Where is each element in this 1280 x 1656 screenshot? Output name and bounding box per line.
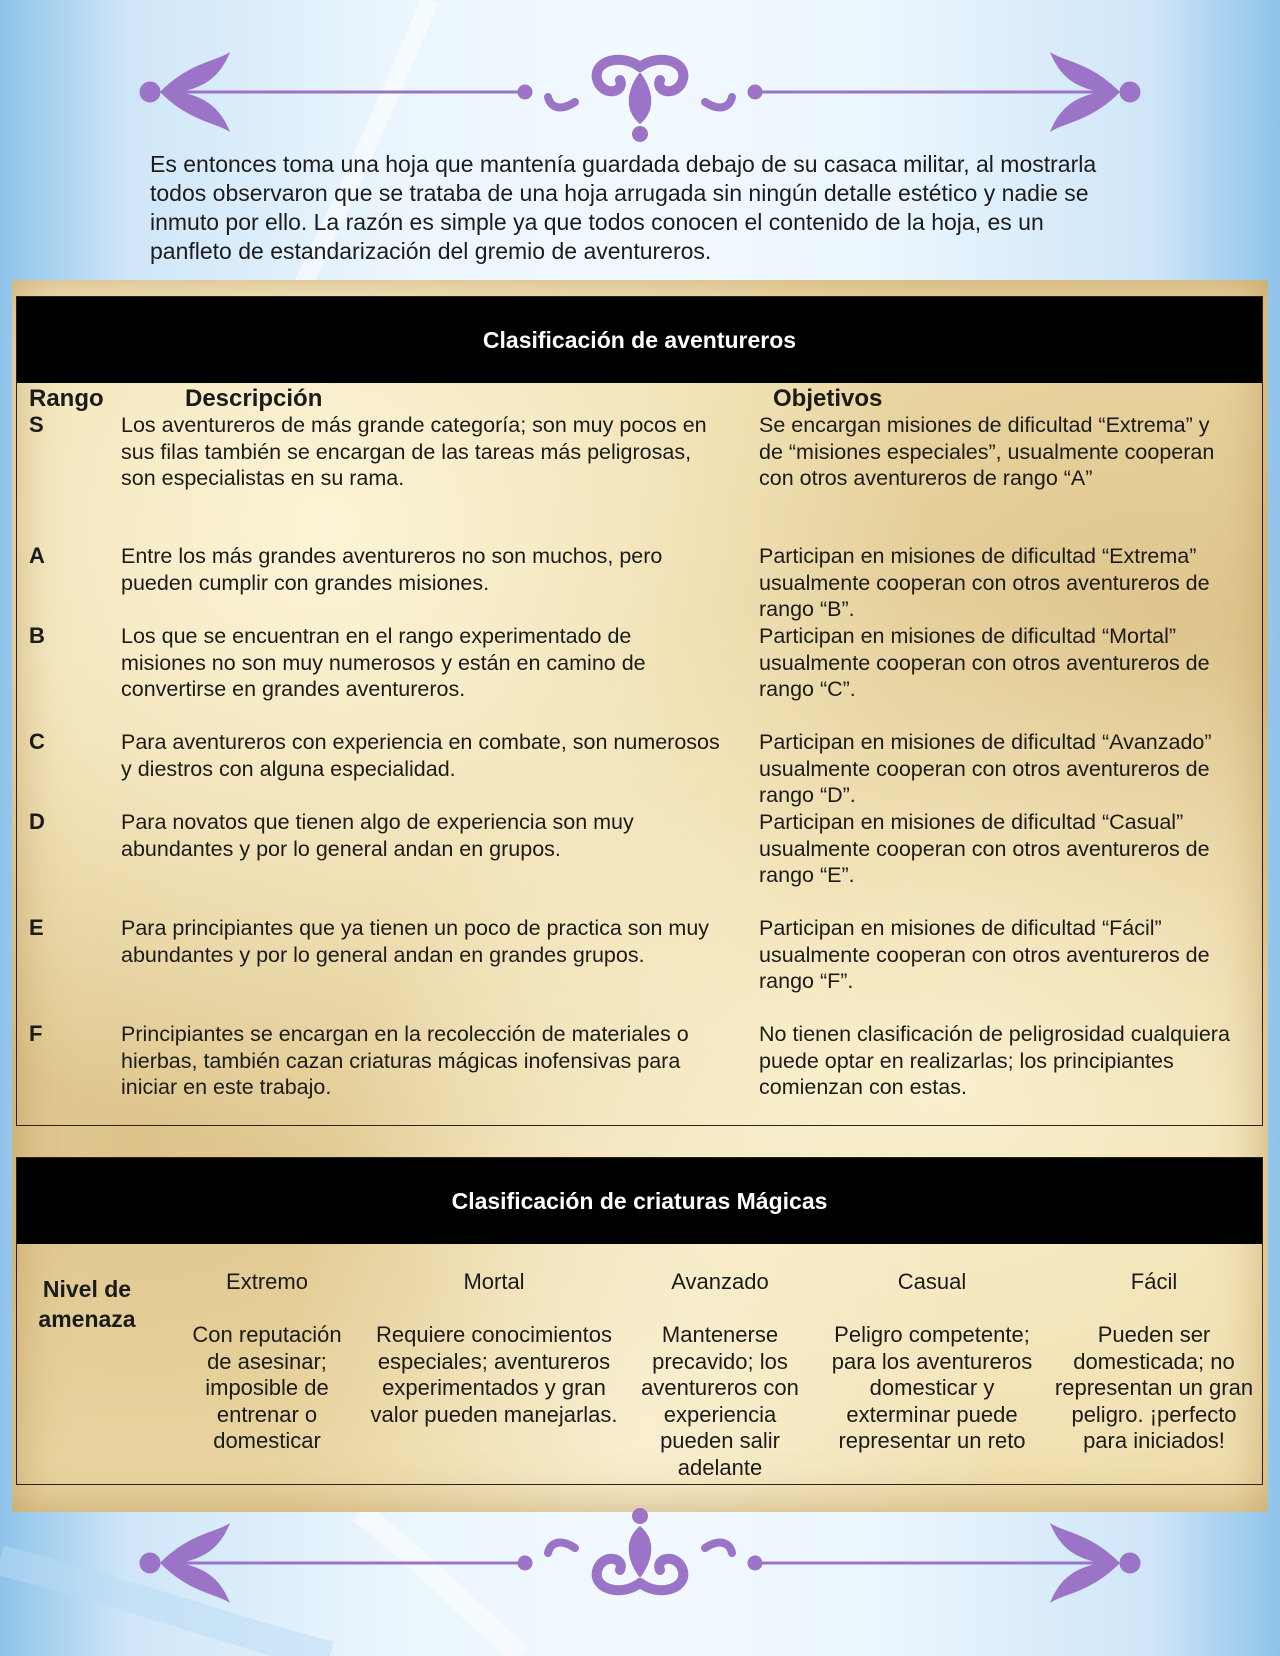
threat-level-name: Avanzado	[671, 1269, 769, 1294]
objectives-cell: Participan en misiones de dificultad “Mortal” usualmente cooperan con otros aventureros de rango “C”.	[759, 624, 1210, 701]
threat-level-description: Requiere conocimientos especiales; aventureros experimentados y gran valor pueden manejarlas.	[370, 1322, 618, 1427]
objectives-cell: Participan en misiones de dificultad “Casual” usualmente cooperan con otros aventureros de rango “E”.	[759, 810, 1210, 887]
flourish-divider-icon	[120, 1508, 1160, 1608]
creatures-table	[16, 1157, 1263, 1485]
rank-header: Rango	[29, 385, 104, 412]
threat-level-description: Con reputación de asesinar; imposible de entrenar o domesticar	[192, 1322, 342, 1453]
rank-cell: C	[29, 729, 45, 754]
threat-level-description: Pueden ser domesticada; no representan un gran peligro. ¡perfecto para iniciados!	[1054, 1322, 1254, 1453]
rank-cell: S	[29, 412, 44, 437]
description-cell: Para principiantes que ya tienen un poco de practica son muy abundantes y por lo general andan en grandes grupos.	[121, 916, 710, 967]
objectives-cell: No tienen clasificación de peligrosidad cualquiera puede optar en realizarlas; los principiantes comienzan con estas.	[759, 1022, 1230, 1099]
threat-level-name: Fácil	[1130, 1269, 1178, 1294]
adventurers-table-title: Clasificación de aventureros	[17, 297, 1262, 383]
threat-level-description: Peligro competente; para los aventureros domesticar y exterminar puede representar un reto	[831, 1322, 1033, 1453]
description-cell: Para aventureros con experiencia en combate, son numerosos y diestros con alguna especialidad.	[121, 730, 720, 781]
threat-level-column	[625, 1269, 815, 1481]
objectives-cell: Se encargan misiones de dificultad “Extrema” y de “misiones especiales”, usualmente cooperan con otros aventureros de rango “A”	[759, 413, 1215, 490]
threat-level-name: Casual	[897, 1269, 967, 1294]
objectives-cell: Participan en misiones de dificultad “Fácil” usualmente cooperan con otros aventureros de rango “F”.	[759, 916, 1210, 993]
threat-level-name: Mortal	[463, 1269, 525, 1294]
rank-cell: E	[29, 915, 44, 940]
rank-cell: A	[29, 543, 45, 568]
description-cell: Entre los más grandes aventureros no son muchos, pero pueden cumplir con grandes misiones.	[121, 544, 663, 595]
threat-level-name: Extremo	[226, 1269, 308, 1294]
threat-level-column	[1049, 1269, 1259, 1455]
objectives-header: Objetivos	[773, 385, 883, 412]
threat-level-label: Nivel de amenaza	[38, 1276, 136, 1332]
description-header: Descripción	[185, 385, 323, 412]
flourish-divider-icon	[120, 42, 1160, 142]
threat-level-column	[167, 1269, 367, 1455]
threat-level-column	[369, 1269, 619, 1428]
description-cell: Los que se encuentran en el rango experimentado de misiones no son muy numerosos y están en camino de convertirse en grandes aventureros.	[121, 624, 646, 701]
intro-paragraph: Es entonces toma una hoja que mantenía guardada debajo de su casaca militar, al mostrarla todos observaron que se trataba de una hoja arrugada sin ningún detalle estético y nadie se inmuto por ello. La razón es simple ya que todos conocen el contenido de la hoja, es un panfleto de estandarización del gremio de aventureros.	[150, 151, 1097, 264]
description-cell: Para novatos que tienen algo de experiencia son muy abundantes y por lo general andan en grupos.	[121, 810, 634, 861]
threat-level-description: Mantenerse precavido; los aventureros con experiencia pueden salir adelante	[641, 1322, 799, 1480]
rank-cell: D	[29, 809, 45, 834]
objectives-cell: Participan en misiones de dificultad “Avanzado” usualmente cooperan con otros aventureros de rango “D”.	[759, 730, 1212, 807]
rank-cell: B	[29, 623, 45, 648]
description-cell: Los aventureros de más grande categoría; son muy pocos en sus filas también se encargan de las tareas más peligrosas, son especialistas en su rama.	[121, 413, 707, 490]
description-cell: Principiantes se encargan en la recolección de materiales o hierbas, también cazan criaturas mágicas inofensivas para iniciar en este trabajo.	[121, 1022, 689, 1099]
threat-level-column	[817, 1269, 1047, 1455]
creatures-table-title: Clasificación de criaturas Mágicas	[17, 1158, 1262, 1244]
rank-cell: F	[29, 1021, 43, 1046]
adventurers-table	[16, 296, 1263, 1126]
objectives-cell: Participan en misiones de dificultad “Extrema” usualmente cooperan con otros aventureros de rango “B”.	[759, 544, 1210, 621]
